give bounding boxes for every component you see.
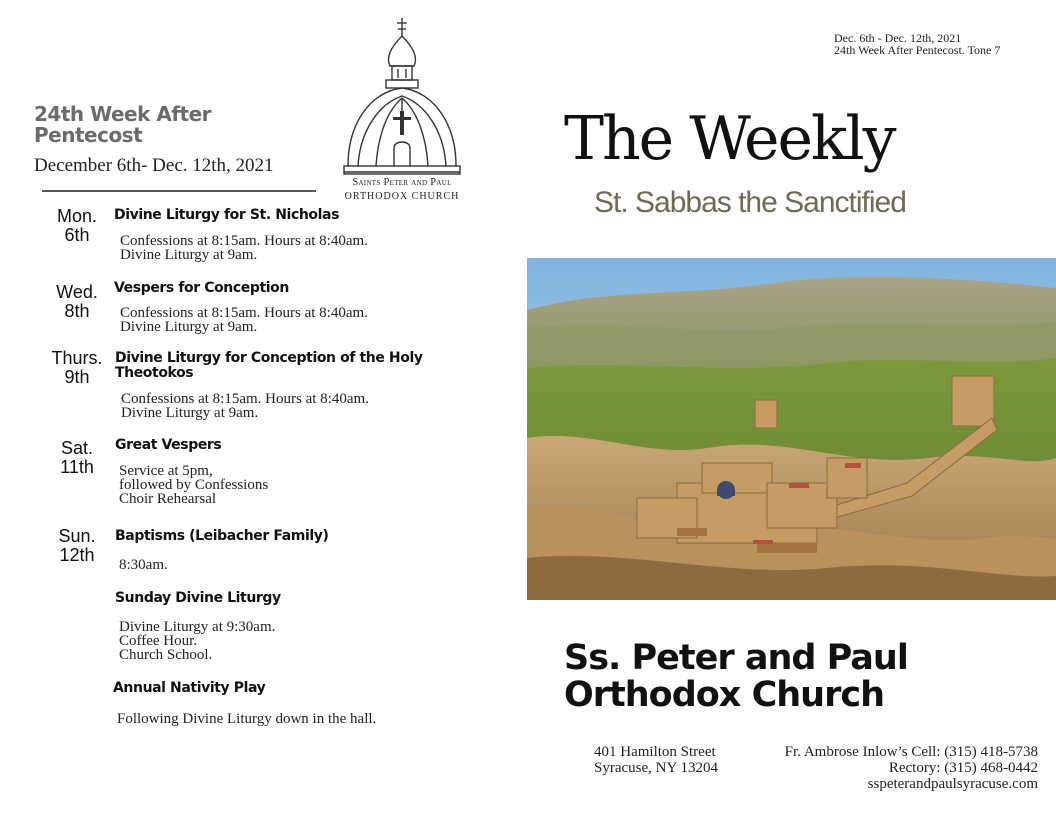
issue-dates: Dec. 6th - Dec. 12th, 2021 — [834, 31, 962, 45]
website-link[interactable]: sspeterandpaulsyracuse.com — [867, 776, 1038, 792]
logo-text-saints: Saints Peter and Paul — [352, 177, 452, 188]
contact-info — [785, 744, 1038, 792]
day-name: Wed. — [56, 282, 98, 302]
day-date: 6th — [64, 225, 90, 245]
church-dome-logo — [340, 14, 464, 204]
logo-text-church: ORTHODOX CHURCH — [344, 191, 460, 202]
monastery-photo — [527, 258, 1056, 600]
event-details: Confessions at 8:15am. Hours at 8:40am. Divine Liturgy at 9am. — [120, 233, 368, 263]
day-name: Sun. — [58, 526, 96, 546]
day-label — [42, 207, 112, 245]
day-name: Mon. — [56, 206, 98, 226]
day-date: 9th — [64, 367, 90, 387]
event-details: Following Divine Liturgy down in the hall. — [117, 711, 377, 727]
rectory-phone: Rectory: (315) 468-0442 — [888, 760, 1038, 776]
event-title: Sunday Divine Liturgy — [115, 590, 281, 606]
event-title: Vespers for Conception — [114, 280, 289, 296]
church-name-line1: Ss. Peter and Paul — [564, 638, 908, 678]
event-details: 8:30am. — [119, 557, 168, 573]
day-label — [42, 527, 112, 565]
event-title: Divine Liturgy for Conception of the Holy Theotokos — [115, 350, 423, 381]
day-label — [42, 439, 112, 477]
week-dates: December 6th- Dec. 12th, 2021 — [34, 155, 274, 176]
day-name: Sat. — [60, 438, 94, 458]
day-date: 11th — [60, 457, 94, 477]
event-details: Divine Liturgy at 9:30am. Coffee Hour. Church School. — [119, 619, 276, 663]
day-date: 12th — [59, 545, 95, 565]
day-label — [42, 349, 112, 387]
feast-subtitle: St. Sabbas the Sanctified — [594, 186, 906, 219]
event-details: Service at 5pm, followed by Confessions Choir Rehearsal — [119, 463, 269, 507]
city-address: Syracuse, NY 13204 — [594, 760, 719, 776]
event-title: Divine Liturgy for St. Nicholas — [114, 207, 340, 223]
event-title: Baptisms (Leibacher Family) — [115, 528, 329, 544]
divider — [42, 190, 316, 192]
issue-week: 24th Week After Pentecost. Tone 7 — [834, 43, 1001, 57]
day-label — [42, 283, 112, 321]
street-address: 401 Hamilton Street — [594, 744, 716, 760]
event-details: Confessions at 8:15am. Hours at 8:40am. Divine Liturgy at 9am. — [120, 305, 368, 335]
event-title: Annual Nativity Play — [113, 680, 266, 696]
event-details: Confessions at 8:15am. Hours at 8:40am. Divine Liturgy at 9am. — [121, 391, 369, 421]
church-address — [594, 744, 718, 776]
issue-info — [834, 32, 1000, 56]
event-title: Great Vespers — [115, 437, 222, 453]
day-name: Thurs. — [51, 348, 103, 368]
priest-cell: Fr. Ambrose Inlow’s Cell: (315) 418-5738 — [784, 744, 1038, 760]
week-title: 24th Week After Pentecost — [34, 102, 212, 147]
day-date: 8th — [64, 301, 90, 321]
church-name — [564, 640, 908, 714]
newsletter-title: The Weekly — [564, 104, 895, 174]
church-name-line2: Orthodox Church — [564, 675, 885, 715]
